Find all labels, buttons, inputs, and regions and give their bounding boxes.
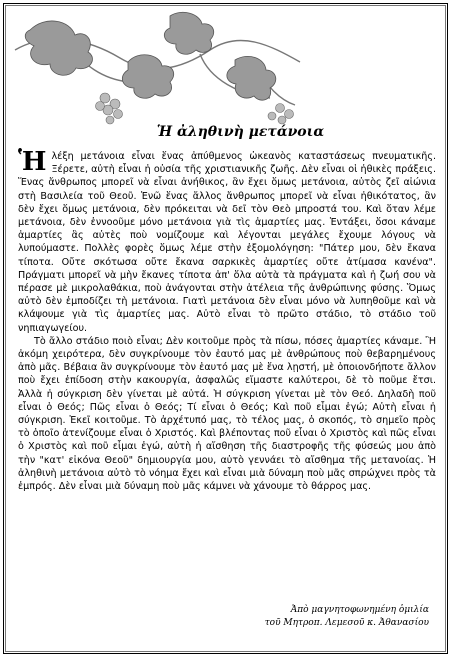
signature-line-1: Ἀπὸ μαγνητοφωνημένη ὁμιλία [290,605,429,615]
paragraph-1 [18,147,436,335]
paragraph-2: Τὸ ἄλλο στάδιο ποιὸ εἶναι; Δὲν κοιτοῦμε πρὸς τὰ πίσω, πόσες ἁμαρτίες κάναμε. Ἢ ἀκόμη χειρότερα, δὲν συγκρίνουμε τὸν ἑαυτό μας μὲ ἀνθρώπους ποὺ θεβαρημένους ἀπὸ μᾶς. Βέβαια ἂν συγκρίνουμε τὸν ἑαυτό μας μὲ ἕνα λῃστή, μὲ ὁποιονδήποτε ἄλλον ποὺ ἔχει ἐπίδοση στὴν κακουργία, ἀσφαλῶς εἴμαστε καλύτεροι, δὲ τὸ ποῦμε ἔτσι. Ἀλλὰ ἡ σύγκριση δὲν γίνεται μὲ αὐτά. Ἡ σύγκριση γίνεται μὲ τὸν Θεό. Δηλαδὴ ποῦ εἶναι ὁ Θεός; Πῶς εἶναι ὁ Θεός; Τί εἶναι ὁ Θεός; Καὶ ποῦ εἶμαι ἐγώ; Αὐτὴ εἶναι ἡ σύγκριση. Ἐκεῖ κοιτοῦμε. Τὸ ἀρχέτυπό μας, τὸ τέλος μας, ὁ σκοπός, τὸ σημεῖο πρὸς τὸ ὁποῖο ἀτενίζουμε εἶναι ὁ Χριστός. Καὶ βλέποντας ποῦ εἶναι ὁ Χριστὸς καὶ πῶς εἶναι ὁ Χριστὸς καὶ ποῦ εἶμαι ἐγώ, αὐτὴ ἡ αἴσθηση τῆς διαστροφῆς τῆς φύσεώς μου ἀπὸ τὴν "κατ' εἰκόνα Θεοῦ" δημιουργία μου, αὐτὸ γεννάει τὸ αἴσθημα τῆς μετανοίας. Ἡ ἀληθινὴ μετάνοια αὐτὸ τὸ νόημα ἔχει καὶ εἶναι μιὰ δύναμη ποὺ μᾶς σπρώχνει πρὸς τὰ ἐμπρός. Δὲν εἶναι μιὰ δύναμη ποὺ μᾶς κάμνει νὰ χάνουμε τὸ θάρρος μας. [18,335,436,493]
vine-ornament [10,10,310,128]
article-body [18,147,436,493]
signature [265,604,429,629]
signature-line-2: τοῦ Μητροπ. Λεμεσοῦ κ. Ἀθανασίου [264,617,429,628]
drop-cap: Ἡ [18,147,47,177]
paragraph-1-text: λέξη μετάνοια εἶναι ἕνας ἀπύθμενος ὠκεανὸς καταστάσεως πνευματικῆς. Ξέρετε, αὐτὴ εἶναι ἡ οὐσία τῆς χριστιανικῆς ζωῆς. Δὲν εἶναι οἱ ἠθικὲς πράξεις. Ἕνας ἄνθρωπος μπορεῖ νὰ εἶναι ἀνήθικος, ἂν ἔχει ὅμως μετάνοια, αὐτὸς ζεῖ αἰώνια στὴ Βασιλεία τοῦ Θεοῦ. Ἐνῶ ἕνας ἄλλος ἄνθρωπος μπορεῖ νὰ εἶναι ἠθικότατος, ἂν δὲν ἔχει ὅμως μετάνοια, δὲν πρόκειται νὰ δεῖ τὸν Θεὸ μπροστά του. Καὶ ὅταν λέμε μετάνοια, δὲν ἐννοοῦμε μόνο μετάνοια γιὰ τὶς ἁμαρτίες μας. Ἐντάξει, ὅσοι κάναμε ἁμαρτίες ἂς αὐτὲς ποὺ νομίζουμε καὶ λέγονται μεγάλες ἔχουμε λόγους νὰ λυπούμαστε. Πολλὲς φορὲς ὅμως λέμε στὴν ἐξομολόγηση: "Πάτερ μου, δὲν ἔκανα τίποτα. Οὔτε σκότωσα οὔτε ἔκανα σαρκικὲς ἁμαρτίες οὔτε ἀτίμασα κανένα". Πράγματι μπορεῖ νὰ μὴν ἔκανες τίποτα ἀπ' ὅλα αὐτὰ τὰ πράγματα καὶ ἡ ζωή σου νὰ πέρασε μὲ μικρολαθάκια, ποὺ ἀνάγονται στὴν ἀτέλεια τῆς ἀνθρώπινης φύσης. Ὅμως αὐτὸ δὲν ἐμποδίζει τὴ μετάνοια. Γιατὶ μετάνοια δὲν εἶναι μόνο νὰ λυπηθοῦμε καὶ νὰ κλάψουμε γιὰ τὶς ἁμαρτίες μας. Αὐτὸ εἶναι τὸ πρῶτο στάδιο, τὸ στάδιο τοῦ νηπιαγωγείου. [18,151,436,334]
page-frame [3,3,448,654]
article-title: Ἡ ἀληθινὴ μετάνοια [156,124,325,140]
